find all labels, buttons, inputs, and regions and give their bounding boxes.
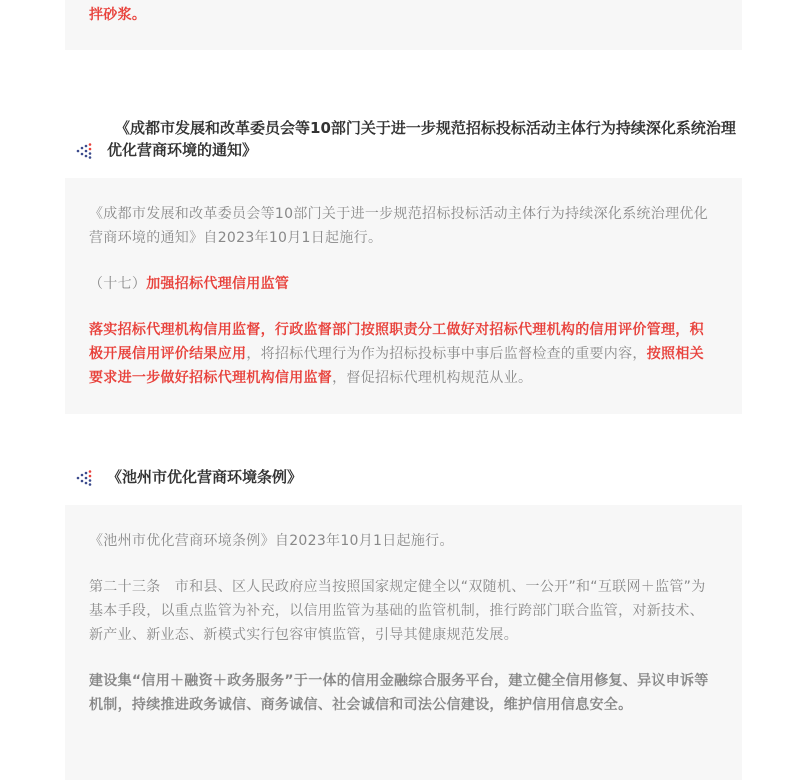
- para-red-1: 落实招标代理机构信用监督，行政监督部门按照职责分工做好对招标代理机构的信用评价管理，积极开展信用评价结果应用: [89, 322, 704, 362]
- chengdu-paragraph: [89, 318, 718, 390]
- top-tail-text: 拌砂浆。: [89, 7, 147, 23]
- chengdu-content-box: [65, 178, 742, 414]
- para-red-2: 按照相关要求进一步做好招标代理机构信用监督: [89, 346, 704, 386]
- section-title: 《池州市优化营商环境条例》: [107, 468, 303, 486]
- section-title: 《成都市发展和改革委员会等10部门关于进一步规范招标投标活动主体行为持续深化系统治理优化营商环境的通知》: [107, 119, 736, 159]
- para-grey-2: ，督促招标代理机构规范从业。: [332, 370, 533, 386]
- clause-prefix: （十七）: [89, 276, 147, 292]
- top-quote-box: [65, 0, 742, 50]
- dots-icon: [76, 470, 92, 486]
- chizhou-intro: 《池州市优化营商环境条例》自2023年10月1日起施行。: [89, 533, 454, 549]
- dots-icon: [76, 143, 92, 159]
- section-heading-chizhou: [76, 466, 746, 490]
- chengdu-intro: 《成都市发展和改革委员会等10部门关于进一步规范招标投标活动主体行为持续深化系统治理优化营商环境的通知》自2023年10月1日起施行。: [89, 206, 709, 246]
- chizhou-article-23: 第二十三条 市和县、区人民政府应当按照国家规定健全以“双随机、一公开”和“互联网＋监管”为基本手段，以重点监管为补充，以信用监管为基础的监管机制，推行跨部门联合监管，对新技术、新产业、新业态、新模式实行包容审慎监管，引导其健康规范发展。: [89, 579, 706, 643]
- clause-title: 加强招标代理信用监管: [146, 276, 290, 292]
- chizhou-content-box: [65, 505, 742, 780]
- chizhou-credit-platform: 建设集“信用＋融资＋政务服务”于一体的信用金融综合服务平台，建立健全信用修复、异议申诉等机制，持续推进政务诚信、商务诚信、社会诚信和司法公信建设，维护信用信息安全。: [89, 673, 709, 713]
- para-grey-1: ，将招标代理行为作为招标投标事中事后监督检查的重要内容，: [246, 346, 647, 362]
- section-heading-chengdu: [76, 117, 746, 163]
- chengdu-clause-heading: [89, 272, 718, 296]
